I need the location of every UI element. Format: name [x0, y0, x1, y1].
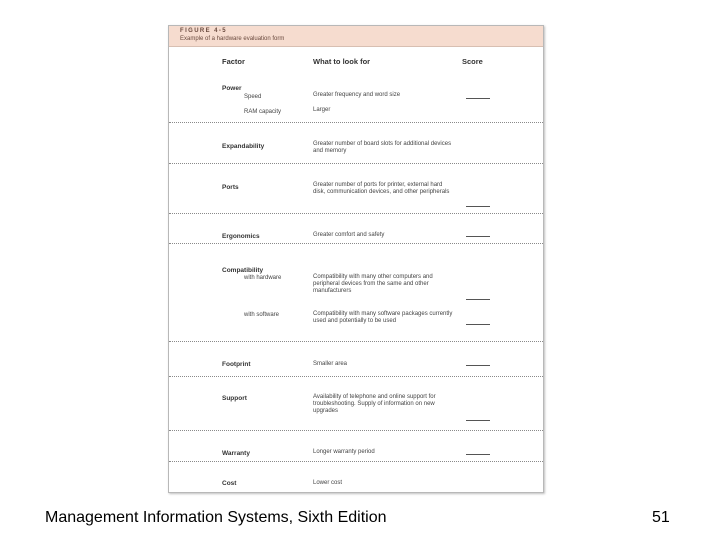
sub-factor-label: Speed	[244, 94, 262, 100]
column-score: Score	[462, 57, 483, 66]
figure-header	[169, 26, 543, 47]
factor-label: Support	[222, 395, 247, 402]
factor-label: Ergonomics	[222, 233, 260, 240]
score-line	[466, 420, 490, 421]
row-expandability	[169, 123, 543, 164]
row-cost	[169, 462, 543, 492]
row-ports	[169, 164, 543, 214]
factor-description: Lower cost	[313, 480, 343, 486]
factor-label: Expandability	[222, 143, 265, 150]
factor-label: Compatibility	[222, 267, 264, 274]
score-line	[466, 365, 490, 366]
row-compatibility	[169, 244, 543, 342]
evaluation-rows	[169, 82, 543, 492]
score-line	[466, 299, 490, 300]
row-warranty	[169, 431, 543, 462]
sub-factor-label: RAM capacity	[244, 109, 282, 115]
factor-label: Ports	[222, 184, 239, 191]
column-what-to-look-for: What to look for	[313, 57, 371, 66]
hardware-evaluation-figure	[168, 25, 544, 493]
page-number: 51	[652, 509, 670, 526]
factor-label: Footprint	[222, 361, 251, 368]
factor-label: Warranty	[222, 450, 250, 457]
row-ergonomics	[169, 214, 543, 244]
row-power	[169, 82, 543, 123]
sub-factor-label: with hardware	[244, 275, 282, 281]
factor-description: Greater number of ports for printer, external hard disk, communication devices, and other peripherals	[313, 182, 450, 195]
factor-description: Greater comfort and safety	[313, 232, 385, 238]
score-line	[466, 236, 490, 237]
score-line	[466, 454, 490, 455]
column-headers	[169, 57, 543, 67]
factor-label: Power	[222, 85, 242, 92]
figure-label: FIGURE 4-5	[180, 28, 228, 34]
score-line	[466, 98, 490, 99]
factor-description: Greater frequency and word size	[313, 92, 401, 98]
row-footprint	[169, 342, 543, 377]
figure-caption: Example of a hardware evaluation form	[180, 36, 285, 42]
factor-description: Smaller area	[313, 361, 348, 367]
column-factor: Factor	[222, 57, 245, 66]
factor-description: Compatibility with many other computers and peripheral devices from the same and other manufacturers	[313, 274, 433, 294]
book-title: Management Information Systems, Sixth Edition	[45, 509, 387, 526]
sub-factor-label: with software	[244, 312, 280, 318]
factor-description: Larger	[313, 107, 331, 113]
factor-description: Longer warranty period	[313, 449, 375, 455]
factor-description: Greater number of board slots for additional devices and memory	[313, 141, 452, 154]
score-line	[466, 324, 490, 325]
factor-description: Compatibility with many software packages currently used and potentially to be used	[313, 311, 453, 324]
score-line	[466, 206, 490, 207]
row-support	[169, 377, 543, 431]
factor-label: Cost	[222, 480, 237, 487]
factor-description: Availability of telephone and online support for troubleshooting. Supply of information on new upgrades	[313, 394, 436, 414]
